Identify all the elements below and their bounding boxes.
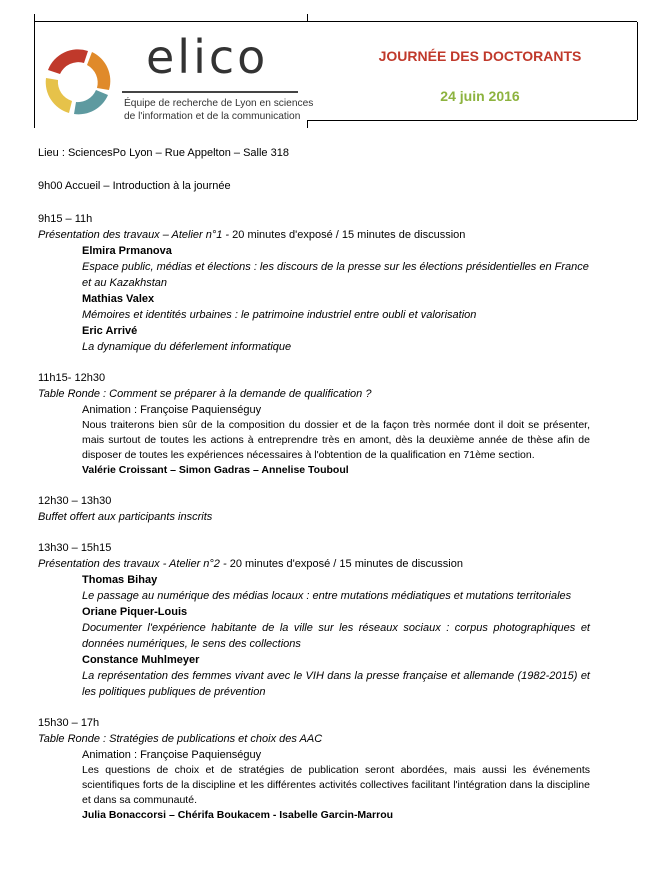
talk-title: La représentation des femmes vivant avec le VIH dans la presse française et allemande (1982-2015) et les politiques publiques de prévention: [82, 670, 590, 698]
session2-heading: [38, 556, 590, 572]
logo-tagline-line: de l'information et de la communication: [124, 111, 301, 122]
session2-format: 20 minutes d'exposé / 15 minutes de discussion: [226, 558, 463, 570]
session1-time: 9h15 – 11h: [38, 213, 93, 225]
session2-title: Présentation des travaux - Atelier n°2 -: [38, 558, 227, 570]
session1-title: Présentation des travaux – Atelier n°1 -: [38, 229, 230, 241]
event-date: 24 juin 2016: [440, 88, 520, 104]
talk-title: La dynamique du déferlement informatique: [82, 341, 292, 353]
speaker-name: Thomas Bihay: [82, 574, 158, 586]
roundtable1-description: Nous traiterons bien sûr de la composition du dossier et de la façon très normée dont il doit se présenter, mais surtout de toutes les actions à entreprendre très en amont, dès la deuxième année de thèse afin de disposer de toutes les expériences nécessaires à l'obtention de la qualification en 71ème section.: [82, 419, 590, 461]
logo-wordmark: elico: [146, 30, 269, 84]
logo-tagline-line: Équipe de recherche de Lyon en sciences: [124, 98, 314, 109]
roundtable2-time: 15h30 – 17h: [38, 717, 100, 729]
welcome: 9h00 Accueil – Introduction à la journée: [38, 180, 231, 192]
talk-title: Documenter l'expérience habitante de la ville sur les réseaux sociaux : corpus photographiques et données numériques, le sens des collections: [82, 622, 590, 650]
speaker-name: Mathias Valex: [82, 293, 155, 305]
roundtable1-participants: Valérie Croissant – Simon Gadras – Annelise Touboul: [82, 464, 349, 476]
roundtable2-description: Les questions de choix et de stratégies de publication seront abordées, mais aussi les événements scientifiques forts de la discipline et les différentes activités collectives facilitant l'intégration dans la discipline et dans sa communauté.: [82, 764, 590, 806]
session1-heading: [38, 227, 590, 243]
header-frame-tick: [34, 120, 35, 128]
header-frame-right: [637, 22, 638, 120]
elico-logo-icon: [38, 42, 118, 122]
session2-talks: [38, 572, 590, 700]
talk-title: Espace public, médias et élections : les discours de la presse sur les élections présidentielles en France et au Kazakhstan: [82, 261, 589, 289]
speaker-name: Elmira Prmanova: [82, 245, 172, 257]
header-frame-bottom: [307, 120, 637, 121]
roundtable1-title: Table Ronde : Comment se préparer à la demande de qualification ?: [38, 388, 372, 400]
header-frame-top: [34, 21, 637, 22]
event-title: JOURNÉE DES DOCTORANTS: [378, 48, 582, 64]
roundtable2-participants: Julia Bonaccorsi – Chérifa Boukacem - Isabelle Garcin-Marrou: [82, 809, 394, 821]
roundtable1-animation: Animation : Françoise Paquienséguy: [82, 404, 262, 416]
talk-title: Le passage au numérique des médias locaux : entre mutations médiatiques et mutations territoriales: [82, 590, 572, 602]
venue: Lieu : SciencesPo Lyon – Rue Appelton – Salle 318: [38, 147, 289, 159]
logo-tagline: [124, 97, 324, 123]
header-frame-left: [34, 22, 35, 120]
roundtable2-body: [38, 747, 590, 823]
speaker-name: Oriane Piquer-Louis: [82, 606, 188, 618]
roundtable2-title: Table Ronde : Stratégies de publications et choix des AAC: [38, 733, 323, 745]
roundtable1-time: 11h15- 12h30: [38, 372, 106, 384]
session1-format: 20 minutes d'exposé / 15 minutes de discussion: [229, 229, 466, 241]
logo-underline: [122, 91, 298, 93]
session2-time: 13h30 – 15h15: [38, 542, 112, 554]
lunch-time: 12h30 – 13h30: [38, 495, 112, 507]
roundtable1-body: [38, 402, 590, 478]
talk-title: Mémoires et identités urbaines : le patrimoine industriel entre oubli et valorisation: [82, 309, 477, 321]
roundtable2-animation: Animation : Françoise Paquienséguy: [82, 749, 262, 761]
program: [38, 145, 590, 823]
speaker-name: Constance Muhlmeyer: [82, 654, 200, 666]
speaker-name: Eric Arrivé: [82, 325, 138, 337]
session1-talks: [38, 243, 590, 355]
lunch-title: Buffet offert aux participants inscrits: [38, 511, 213, 523]
